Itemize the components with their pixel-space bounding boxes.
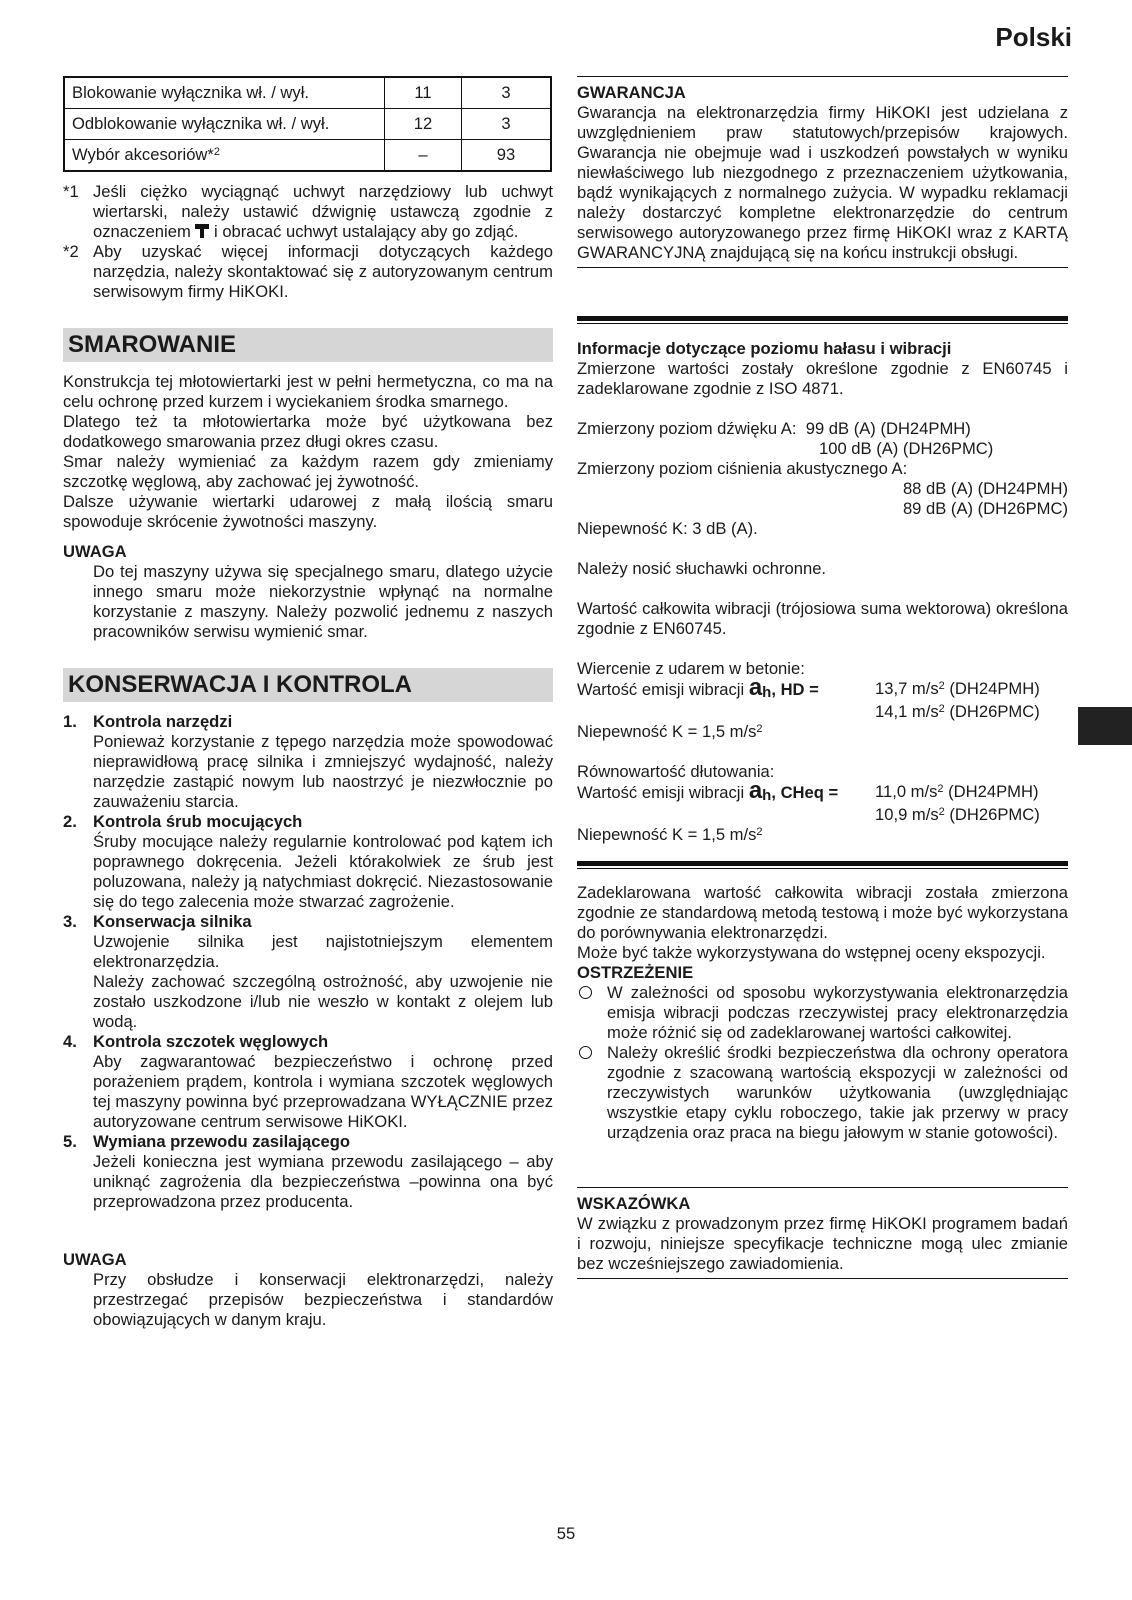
vibration-total: Wartość całkowita wibracji (trójosiowa suma wektorowa) określona zgodnie z EN60745. [577, 599, 1068, 638]
list-item-number: 4. [63, 1032, 77, 1051]
sound-pressure-value-2: 89 dB (A) (DH26PMC) [902, 499, 1068, 518]
language-label: Polski [995, 22, 1072, 52]
table-cell-value: 12 [385, 109, 462, 140]
circle-bullet-icon [577, 1043, 607, 1143]
cheq-value-2 [577, 805, 1068, 825]
warranty-text: Gwarancja na elektronarzędzia firmy HiKOKI jest udzielana z uwzględnieniem praw statutowych/przepisów krajowych. Gwarancja nie obejmuje wad i uszkodzeń powstałych w wyniku niewłaściwego lub niezgodnego z przeznaczeniem użytkowania, bądź wynikających z normalnego zużycia. W wypadku reklamacji należy dostarczyć kompletne elektronarzędzie do centrum serwisowego autoryzowanego przez firmę HiKOKI wraz z KARTĄ GWARANCYJNĄ znajdującą się na końcu instrukcji obsługi. [577, 103, 1068, 262]
spec-table [63, 76, 552, 172]
list-item-title: Kontrola narzędzi [93, 712, 233, 731]
list-item-title: Konserwacja silnika [93, 912, 252, 931]
hd-value-2 [577, 702, 1068, 722]
lever-mark-icon [195, 224, 209, 238]
ah-symbol [749, 777, 772, 804]
footnote-mark: *1 [63, 182, 79, 201]
cheq-model: (DH26PMC) [944, 805, 1040, 824]
ah-subscript: h [762, 684, 772, 701]
divider [577, 1278, 1068, 1279]
list-item-text: Śruby mocujące należy regularnie kontrolować pod kątem ich poprawnego dokręcenia. Jeżeli którakolwiek ze śrub jest poluzowana, należy ją natychmiast dokręcić. Niezastosowanie się do tego zalecenia może stwarzać zagrożenie. [93, 832, 553, 911]
footnote-text-a: Jeśli ciężko wyciągnąć uchwyt narzędziowy lub uchwyt wiertarski, należy ustawić dźwignię ustawczą zgodnie z oznaczeniem [93, 182, 553, 241]
emission-label: Wartość emisji wibracji [577, 783, 745, 802]
ah-subscript: h [762, 787, 772, 804]
paragraph: Dalsze używanie wiertarki udarowej z małą ilością smaru spowoduje skrócenie żywotności maszyny. [63, 492, 553, 531]
list-item-body [93, 1032, 553, 1132]
footnote-mark: *2 [63, 242, 79, 261]
paragraph: Zadeklarowana wartość całkowita wibracji została zmierzona zgodnie ze standardową metodą testową i może być wykorzystana do porównywania elektronarzędzi. [577, 883, 1068, 942]
list-item-title: Wymiana przewodu zasilającego [93, 1132, 350, 1151]
caution-heading: UWAGA [63, 1250, 127, 1269]
cheq-label [577, 777, 875, 805]
note-heading: WSKAZÓWKA [577, 1194, 691, 1213]
section-heading-konserwacja: KONSERWACJA I KONTROLA [63, 668, 553, 702]
maintenance-list [63, 712, 553, 1212]
table-cell-label: Blokowanie wyłącznika wł. / wył. [64, 77, 385, 109]
sound-power-block [577, 419, 1068, 539]
paragraph: Smar należy wymieniać za każdym razem gdy zmieniamy szczotkę węglową, aby zachować jej żywotność. [63, 452, 553, 491]
list-item-text: Uzwojenie silnika jest najistotniejszym elementem elektronarzędzia. [93, 932, 553, 971]
list-item [63, 1032, 553, 1132]
unit-exponent: 2 [938, 806, 945, 818]
cheq-value: 10,9 m/s [875, 805, 939, 824]
list-item-number: 5. [63, 1132, 77, 1151]
hd-suffix: , HD = [771, 680, 819, 699]
list-item [63, 812, 553, 912]
footnote-text [93, 182, 553, 242]
warranty-heading: GWARANCJA [577, 83, 686, 102]
list-item [63, 912, 553, 1032]
hammer-drilling-block [577, 659, 1068, 742]
footnote-ref: 2 [213, 146, 220, 158]
unit-exponent: 2 [938, 680, 945, 692]
list-item-body [93, 912, 553, 1032]
list-item [63, 712, 553, 812]
noise-heading: Informacje dotyczące poziomu hałasu i wibracji [577, 339, 952, 358]
note-text: W związku z prowadzonym przez firmę HiKOKI programem badań i rozwoju, niniejsze specyfikacje techniczne mogą ulec zmianie bez wcześniejszego zawiadomienia. [577, 1214, 1068, 1273]
hd-title: Wiercenie z udarem w betonie: [577, 659, 805, 678]
paragraph: Konstrukcja tej młotowiertarki jest w pełni hermetyczna, co ma na celu ochronę przed kurzem i wyciekaniem środka smarnego. [63, 372, 553, 411]
list-item-number: 1. [63, 712, 77, 731]
unit-exponent: 2 [937, 783, 944, 795]
emission-label: Wartość emisji wibracji [577, 680, 745, 699]
list-item [577, 983, 1068, 1043]
right-column [577, 76, 1068, 1279]
uncertainty-text: Niepewność K = 1,5 m/s [577, 825, 757, 844]
section-heading-smarowanie: SMAROWANIE [63, 328, 553, 362]
sound-power-value-1: 99 dB (A) (DH24PMH) [805, 419, 971, 438]
cheq-value: 11,0 m/s [875, 782, 938, 801]
ear-protection-note: Należy nosić słuchawki ochronne. [577, 559, 827, 578]
table-row [64, 109, 551, 140]
list-item-text: Należy zachować szczególną ostrożność, aby uzwojenie nie zostało uszkodzone i/lub nie weszło w kontakt z olejem lub wodą. [93, 972, 553, 1031]
divider-thick [577, 861, 1068, 866]
caution-heading: UWAGA [63, 542, 127, 561]
list-item-body [93, 712, 553, 812]
table-cell-label [64, 140, 385, 172]
table-cell-value: 93 [462, 140, 552, 172]
list-item-body [93, 1132, 553, 1212]
hd-label [577, 674, 875, 702]
list-item-number: 2. [63, 812, 77, 831]
divider [577, 76, 1068, 77]
bullet-text: Należy określić środki bezpieczeństwa dla ochrony operatora zgodnie z szacowaną wartością ekspozycji w zależności od rzeczywistych warunków użytkowania (uwzględniając wszystkie etapy cyklu roboczego, takie jak przerwy w pracy urządzenia oraz praca na biegu jałowym w stanie gotowości). [607, 1043, 1068, 1142]
table-row [64, 140, 551, 172]
ah-letter: a [748, 777, 763, 804]
table-cell-label-text: Wybór akcesoriów* [72, 145, 214, 164]
sound-pressure-label: Zmierzony poziom ciśnienia akustycznego A: [577, 459, 908, 478]
ah-letter: a [748, 674, 763, 701]
list-item-number: 3. [63, 912, 77, 931]
footnote-text-b: i obracać uchwyt ustalający aby go zdjąć. [214, 222, 519, 241]
sound-pressure-value-1: 88 dB (A) (DH24PMH) [902, 479, 1068, 498]
footnotes [63, 182, 553, 302]
table-row [64, 77, 551, 109]
table-cell-value: – [385, 140, 462, 172]
hd-model: (DH24PMH) [944, 679, 1040, 698]
list-item [63, 1132, 553, 1212]
unit-exponent: 2 [756, 723, 763, 735]
hd-model: (DH26PMC) [944, 702, 1040, 721]
table-cell-label: Odblokowanie wyłącznika wł. / wył. [64, 109, 385, 140]
cheq-title: Równowartość dłutowania: [577, 762, 775, 781]
list-item-body [93, 812, 553, 912]
paragraph: Może być także wykorzystywana do wstępnej oceny ekspozycji. [577, 943, 1046, 962]
ah-symbol [749, 674, 772, 701]
table-cell-value: 3 [462, 77, 552, 109]
cheq-suffix: , CHeq = [771, 783, 839, 802]
hd-line-1 [577, 674, 1068, 702]
chiseling-block [577, 762, 1068, 845]
footnote-text: Aby uzyskać więcej informacji dotyczących każdego narzędzia, należy skontaktować się z autoryzowanym centrum serwisowym firmy HiKOKI. [93, 242, 553, 301]
bullet-text: W zależności od sposobu wykorzystywania elektronarzędzia emisja wibracji podczas rzeczywistej pracy elektronarzędzia może różnić się od zadeklarowanej wartości całkowitej. [607, 983, 1068, 1042]
list-item-text: Ponieważ korzystanie z tępego narzędzia może spowodować nieprawidłową pracę silnika i zmniejszyć wydajność, należy narzędzie zastąpić nowym lub naostrzyć je niezwłocznie po zauważeniu starcia. [93, 732, 553, 811]
paragraph: Dlatego też ta młotowiertarka może być użytkowana bez dodatkowego smarowania przez długi okres czasu. [63, 412, 553, 451]
list-item-title: Kontrola szczotek węglowych [93, 1032, 329, 1051]
hd-value-1 [875, 679, 1040, 702]
footnote [63, 182, 553, 242]
page-number: 55 [556, 1524, 576, 1543]
divider [577, 868, 1068, 869]
cheq-value-1 [875, 782, 1039, 805]
divider [577, 267, 1068, 268]
hd-value: 13,7 m/s [875, 679, 939, 698]
table-cell-value: 11 [385, 77, 462, 109]
sound-power-line [577, 419, 1068, 439]
paragraph: Zmierzone wartości zostały określone zgodnie z EN60745 i zadeklarowane zgodnie z ISO 4871. [577, 359, 1068, 398]
divider [577, 323, 1068, 324]
caution-text: Do tej maszyny używa się specjalnego smaru, dlatego użycie innego smaru może niekorzystnie wpłynąć na normalne korzystanie z maszyny. Należy pozwolić jednemu z naszych pracowników serwisu wymienić smar. [93, 562, 553, 641]
list-item-text: Aby zagwarantować bezpieczeństwo i ochronę przed porażeniem prądem, kontrola i wymiana szczotek węglowych tej maszyny powinna być przeprowadzana WYŁĄCZNIE przez autoryzowane centrum serwisowe HiKOKI. [93, 1052, 553, 1131]
cheq-model: (DH24PMH) [943, 782, 1039, 801]
uncertainty-db: Niepewność K: 3 dB (A). [577, 519, 758, 538]
section-tab-marker [1078, 707, 1132, 745]
divider [577, 1187, 1068, 1188]
divider-thick [577, 316, 1068, 321]
list-item-title: Kontrola śrub mocujących [93, 812, 303, 831]
list-item-text: Jeżeli konieczna jest wymiana przewodu zasilającego – aby uniknąć zagrożenia dla bezpieczeństwa –powinna ona być przeprowadzona przez producenta. [93, 1152, 553, 1211]
uncertainty-ms [577, 825, 1068, 845]
warning-heading: OSTRZEŻENIE [577, 963, 694, 982]
cheq-line-1 [577, 777, 1068, 805]
sound-power-value-2: 100 dB (A) (DH26PMC) [819, 439, 994, 458]
unit-exponent: 2 [756, 826, 763, 838]
left-column [63, 76, 553, 1330]
uncertainty-text: Niepewność K = 1,5 m/s [577, 722, 757, 741]
list-item [577, 1043, 1068, 1143]
unit-exponent: 2 [938, 703, 945, 715]
sound-power-label: Zmierzony poziom dźwięku A: [577, 419, 797, 438]
circle-bullet-icon [577, 983, 607, 1043]
uncertainty-ms [577, 722, 1068, 742]
footnote [63, 242, 553, 302]
caution-text: Przy obsłudze i konserwacji elektronarzędzi, należy przestrzegać przepisów bezpieczeństwa i standardów obowiązujących w danym kraju. [93, 1270, 553, 1329]
hd-value: 14,1 m/s [875, 702, 939, 721]
table-cell-value: 3 [462, 109, 552, 140]
